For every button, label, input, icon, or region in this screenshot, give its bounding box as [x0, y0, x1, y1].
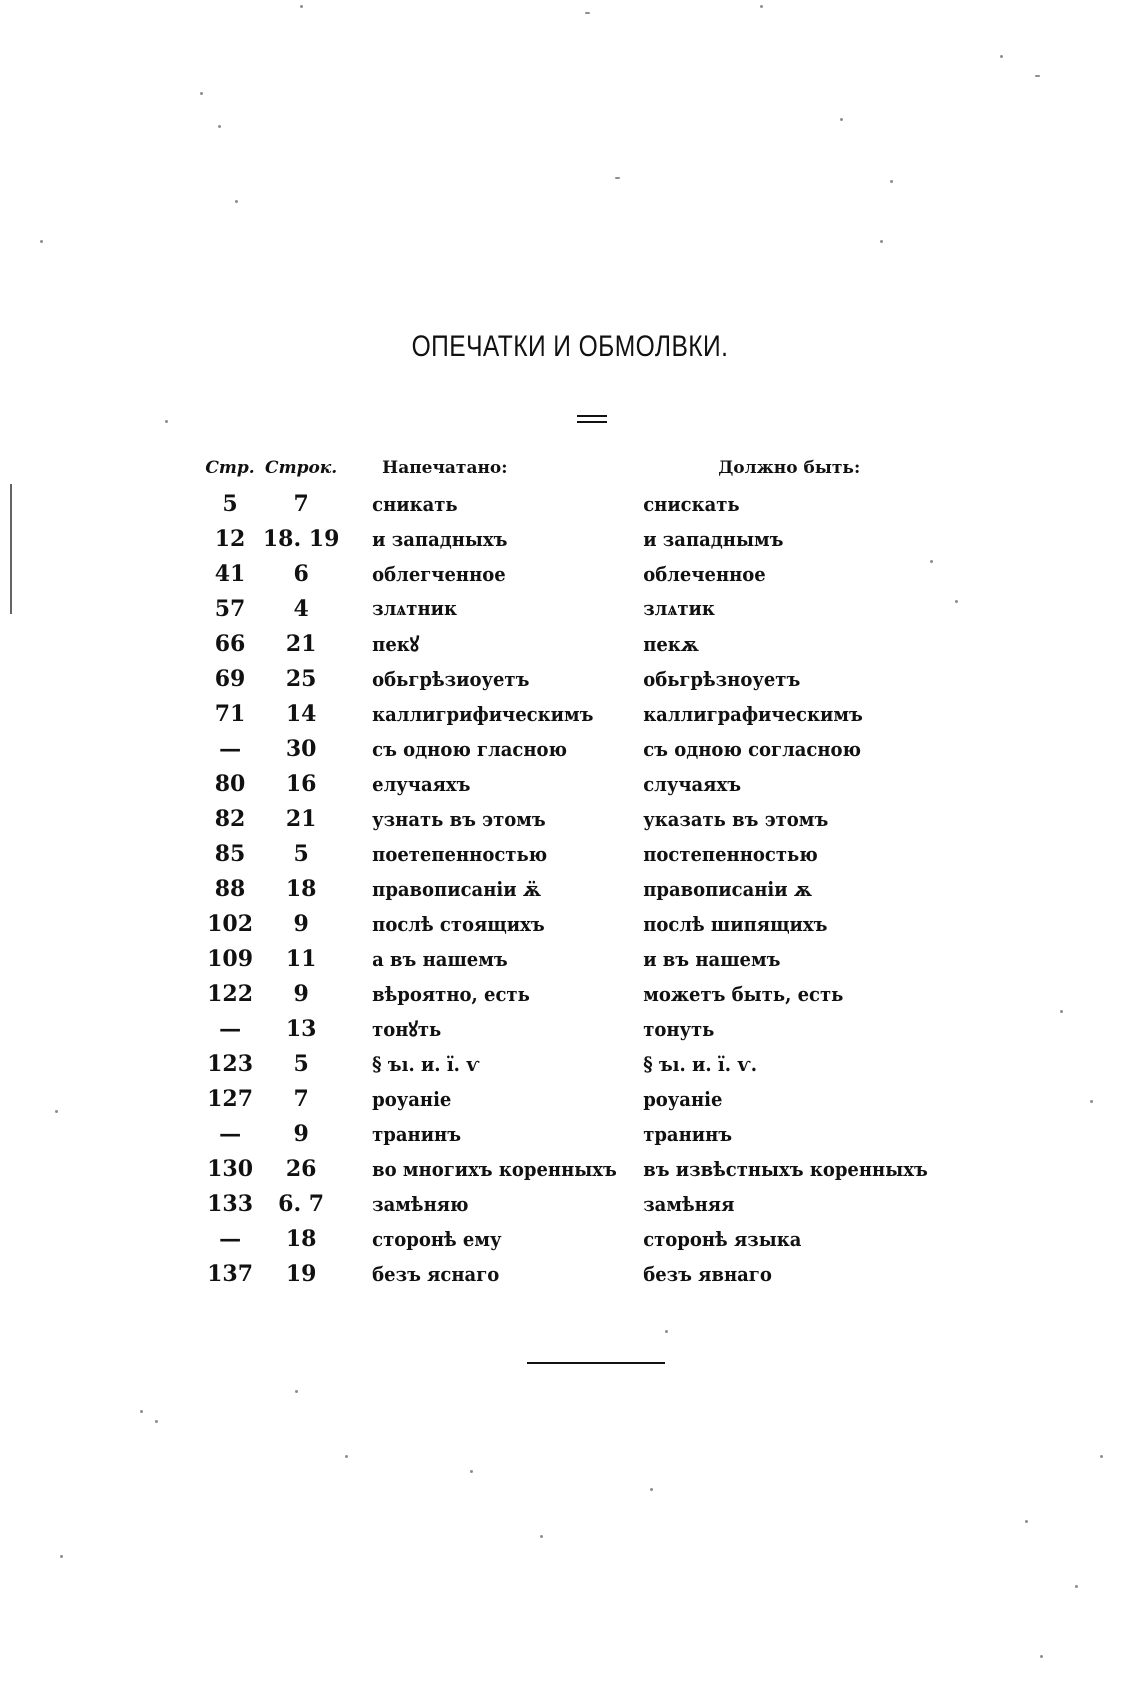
scan-speck [1025, 1520, 1028, 1523]
scan-speck [1000, 55, 1003, 58]
cell-correct: съ одною согласною [643, 736, 862, 761]
cell-printed: сторонѣ ему [372, 1226, 502, 1251]
cell-line: 16 [285, 770, 317, 797]
cell-page: — [219, 1015, 242, 1042]
table-row [200, 1046, 990, 1081]
cell-line: 18 [285, 1225, 317, 1252]
cell-correct: тонуть [643, 1016, 715, 1041]
table-row [200, 941, 990, 976]
table-row [200, 801, 990, 836]
cell-printed: сникать [372, 491, 458, 516]
cell-page: 71 [214, 700, 246, 727]
scan-speck [585, 12, 590, 14]
cell-printed: роуанiе [372, 1086, 452, 1111]
table-row [200, 1081, 990, 1116]
cell-printed: и западныхъ [372, 526, 508, 551]
scan-speck [40, 240, 43, 243]
table-row [200, 486, 990, 521]
cell-page: 69 [214, 665, 246, 692]
scan-speck [1035, 75, 1040, 77]
cell-line: 18. 19 [262, 525, 340, 552]
cell-page: 133 [207, 1190, 254, 1217]
cell-line: 14 [285, 700, 317, 727]
table-row [200, 1221, 990, 1256]
scan-speck [665, 1330, 668, 1333]
cell-correct: злѧтик [643, 596, 715, 620]
scan-speck [890, 180, 893, 183]
cell-correct: послѣ шипящихъ [643, 911, 828, 936]
scan-speck [155, 1420, 158, 1423]
cell-line: 11 [285, 945, 317, 972]
cell-page: 130 [207, 1155, 254, 1182]
cell-page: — [219, 1225, 242, 1252]
scan-speck [1040, 1655, 1043, 1658]
table-row [200, 731, 990, 766]
scan-speck [140, 1410, 143, 1413]
cell-printed: а въ нашемъ [372, 946, 508, 971]
table-row [200, 871, 990, 906]
cell-correct: пекѫ [643, 631, 699, 656]
scan-speck [60, 1555, 63, 1558]
scan-speck [235, 200, 238, 203]
cell-printed: тонꙋть [372, 1017, 442, 1041]
cell-correct: правописанiи ѫ [643, 876, 813, 901]
cell-correct: роуанiе [643, 1086, 723, 1111]
page-title: ОПЕЧАТКИ И ОБМОЛВКИ. [411, 330, 729, 363]
table-row [200, 1011, 990, 1046]
cell-page: 88 [214, 875, 246, 902]
cell-printed: съ одною гласною [372, 736, 568, 761]
cell-printed: правописанiи ѫ̈ [372, 876, 541, 901]
cell-correct: и западнымъ [643, 526, 784, 551]
scan-speck [1075, 1585, 1078, 1588]
scan-speck [540, 1535, 543, 1538]
cell-page: 41 [214, 560, 246, 587]
scan-speck [55, 1110, 58, 1113]
table-row [200, 591, 990, 626]
cell-printed: вѣроятно, есть [372, 981, 530, 1006]
cell-correct: можетъ быть, есть [643, 981, 844, 1006]
bottom-rule [527, 1362, 665, 1364]
cell-page: 127 [207, 1085, 254, 1112]
cell-line: 21 [285, 630, 317, 657]
table-row [200, 836, 990, 871]
cell-correct: случаяхъ [643, 771, 741, 796]
margin-mark [10, 484, 12, 614]
cell-page: 66 [214, 630, 246, 657]
cell-printed: транинъ [372, 1121, 462, 1146]
table-row [200, 521, 990, 556]
cell-printed: замѣняю [372, 1191, 469, 1216]
cell-line: 13 [285, 1015, 317, 1042]
cell-correct: замѣняя [643, 1191, 735, 1216]
cell-printed: облегченное [372, 561, 506, 586]
scan-speck [300, 5, 303, 8]
header-line: Строк. [265, 458, 338, 478]
cell-printed: § ъı. и. ї. ѵ [372, 1051, 480, 1076]
scan-speck [470, 1470, 473, 1473]
table-row [200, 661, 990, 696]
cell-line: 5 [293, 840, 309, 867]
table-row [200, 1116, 990, 1151]
scan-speck [295, 1390, 298, 1393]
cell-printed: поетепенностью [372, 841, 548, 866]
cell-line: 6. 7 [278, 1190, 325, 1217]
table-row [200, 1186, 990, 1221]
cell-line: 19 [285, 1260, 317, 1287]
cell-correct: обьгрѣзноуетъ [643, 666, 801, 691]
cell-line: 18 [285, 875, 317, 902]
cell-line: 9 [293, 980, 309, 1007]
cell-correct: облеченное [643, 561, 766, 586]
cell-correct: снискать [643, 491, 740, 516]
scan-speck [615, 177, 620, 179]
table-header-row [200, 456, 990, 486]
cell-line: 9 [293, 910, 309, 937]
cell-printed: послѣ стоящихъ [372, 911, 545, 936]
header-printed: Напечатано: [382, 458, 508, 478]
title-double-rule [577, 415, 607, 423]
scan-speck [1090, 1100, 1093, 1103]
scan-speck [650, 1488, 653, 1491]
table-row [200, 696, 990, 731]
cell-line: 6 [293, 560, 309, 587]
cell-line: 9 [293, 1120, 309, 1147]
cell-correct: и въ нашемъ [643, 946, 781, 971]
cell-page: 57 [214, 595, 246, 622]
cell-printed: елучаяхъ [372, 771, 471, 796]
table-row [200, 976, 990, 1011]
cell-printed: пекꙋ [372, 632, 420, 656]
scan-speck [200, 92, 203, 95]
scan-speck [345, 1455, 348, 1458]
cell-printed: каллигрифическимъ [372, 701, 594, 726]
cell-printed: узнать въ этомъ [372, 806, 546, 831]
cell-line: 7 [293, 1085, 309, 1112]
cell-line: 21 [285, 805, 317, 832]
scan-speck [218, 125, 221, 128]
cell-line: 5 [293, 1050, 309, 1077]
header-correct: Должно быть: [718, 458, 861, 478]
cell-page: 123 [207, 1050, 254, 1077]
table-row [200, 1151, 990, 1186]
cell-correct: указать въ этомъ [643, 806, 829, 831]
cell-page: 102 [207, 910, 254, 937]
cell-line: 25 [285, 665, 317, 692]
cell-page: — [219, 1120, 242, 1147]
scan-speck [760, 5, 763, 8]
cell-correct: § ъı. и. ї. ѵ. [643, 1051, 757, 1076]
cell-line: 30 [285, 735, 317, 762]
cell-correct: каллиграфическимъ [643, 701, 863, 726]
cell-page: 5 [222, 490, 238, 517]
cell-line: 4 [293, 595, 309, 622]
cell-correct: безъ явнаго [643, 1261, 772, 1286]
table-row [200, 906, 990, 941]
cell-printed: безъ яснаго [372, 1261, 500, 1286]
cell-page: 109 [207, 945, 254, 972]
header-page: Стр. [205, 458, 255, 478]
cell-line: 26 [285, 1155, 317, 1182]
cell-line: 7 [293, 490, 309, 517]
scan-speck [840, 118, 843, 121]
cell-printed: во многихъ коренныхъ [372, 1156, 617, 1181]
cell-page: 85 [214, 840, 246, 867]
scan-speck [165, 420, 168, 423]
cell-page: 122 [207, 980, 254, 1007]
table-row [200, 626, 990, 661]
cell-page: 80 [214, 770, 246, 797]
cell-printed: злѧтник [372, 596, 457, 620]
cell-correct: постепенностью [643, 841, 818, 866]
cell-page: 82 [214, 805, 246, 832]
table-row [200, 556, 990, 591]
cell-page: 12 [214, 525, 246, 552]
cell-correct: въ извѣстныхъ коренныхъ [643, 1156, 928, 1181]
cell-page: — [219, 735, 242, 762]
cell-correct: транинъ [643, 1121, 733, 1146]
errata-table [200, 456, 990, 1291]
cell-page: 137 [207, 1260, 254, 1287]
cell-printed: обьгрѣзиоуетъ [372, 666, 530, 691]
scan-speck [880, 240, 883, 243]
errata-body [200, 486, 990, 1291]
table-row [200, 1256, 990, 1291]
scan-speck [1100, 1455, 1103, 1458]
table-row [200, 766, 990, 801]
cell-correct: сторонѣ языка [643, 1226, 802, 1251]
scan-speck [1060, 1010, 1063, 1013]
